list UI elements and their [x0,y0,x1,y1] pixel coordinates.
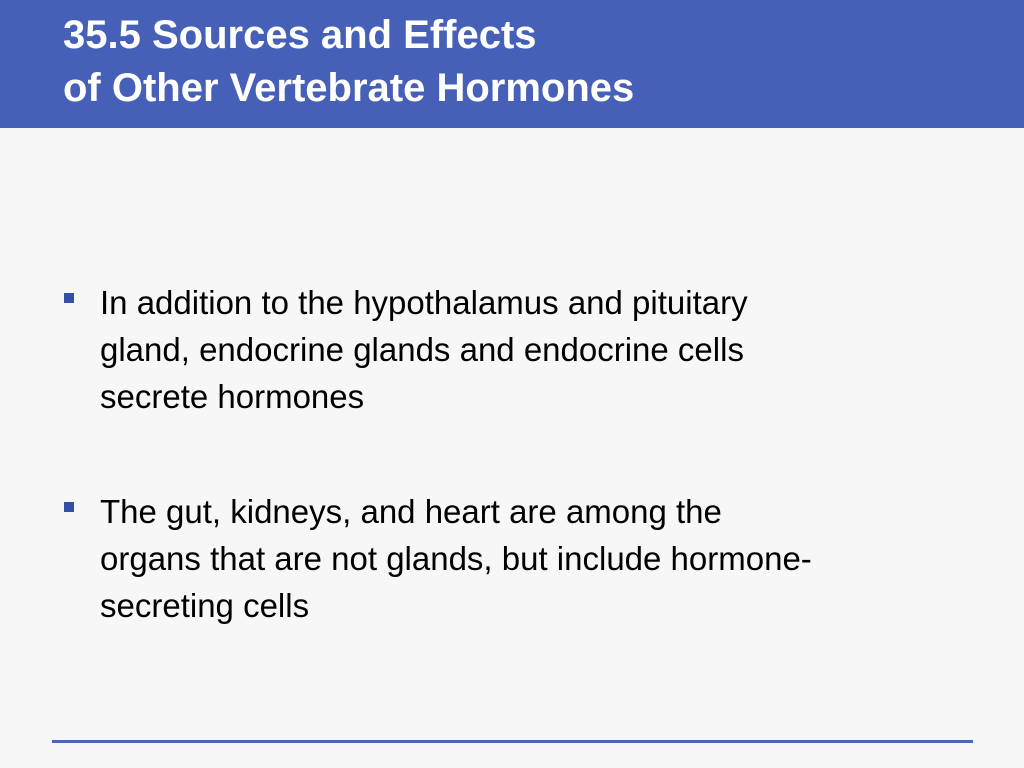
bullet-text [100,279,980,420]
slide-title-line-1: 35.5 Sources and Effects [63,13,537,57]
square-bullet-icon [64,502,74,512]
bullet-text [100,488,980,629]
square-bullet-icon [64,293,74,303]
bullet-text-line: The gut, kidneys, and heart are among the [100,493,722,530]
footer-divider [52,740,973,743]
bullet-text-line: In addition to the hypothalamus and pituitary [100,284,748,321]
bullet-text-line: secreting cells [100,587,310,624]
bullet-text-line: secrete hormones [100,378,365,415]
bullet-text-line: organs that are not glands, but include hormone- [100,540,812,577]
slide-title-line-2: of Other Vertebrate Hormones [63,66,635,110]
bullet-text-line: gland, endocrine glands and endocrine cells [100,331,744,368]
